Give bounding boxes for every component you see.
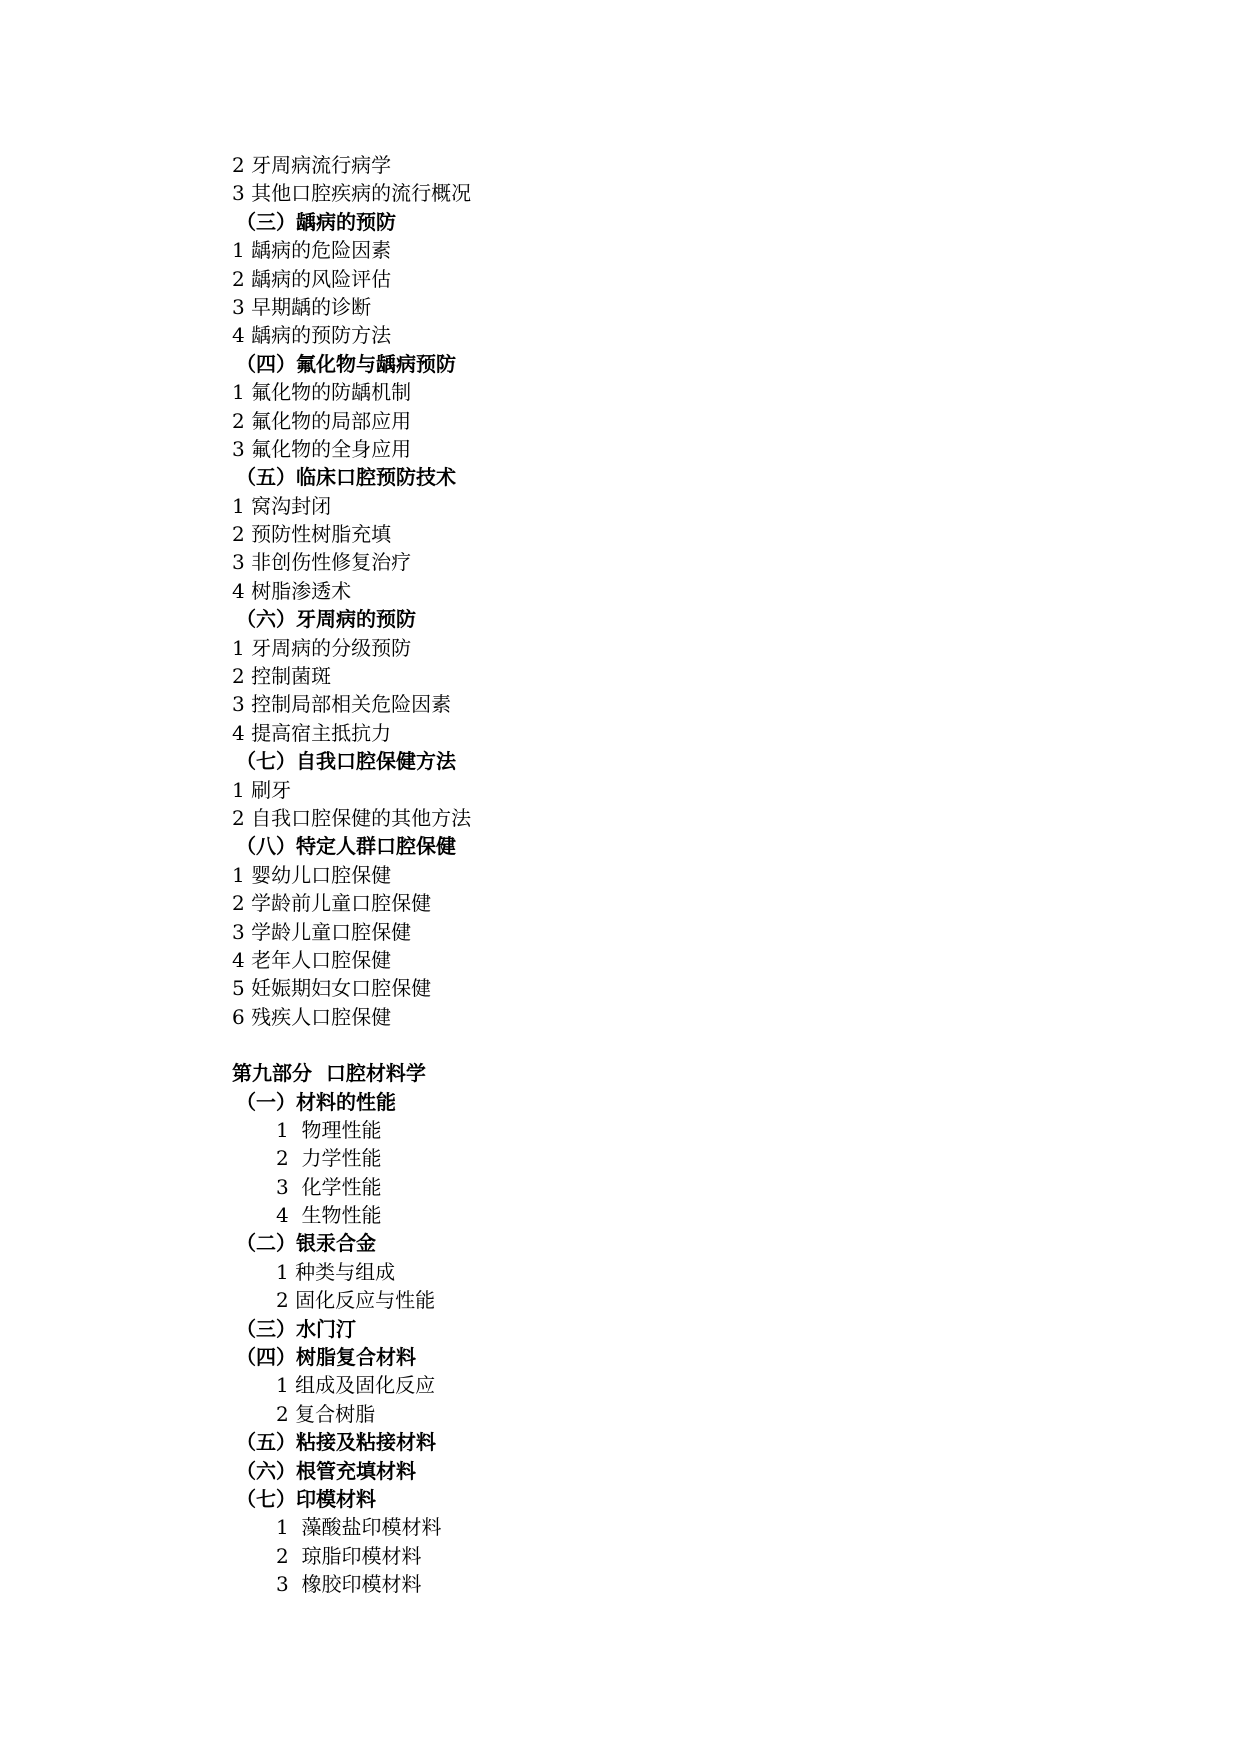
list-item: 4 老年人口腔保健 (232, 947, 392, 972)
sub-item: 2 力学性能 (276, 1146, 382, 1171)
section-heading: （七）印模材料 (236, 1486, 376, 1511)
sub-item: 3 橡胶印模材料 (276, 1572, 422, 1597)
section-heading: （六）根管充填材料 (236, 1458, 416, 1483)
sub-item: 1 藻酸盐印模材料 (276, 1515, 442, 1540)
syllabus-content (232, 151, 1032, 1599)
section-heading: （八）特定人群口腔保健 (236, 834, 456, 859)
list-item: 1 窝沟封闭 (232, 493, 332, 518)
list-item: 1 刷牙 (232, 777, 292, 802)
list-item: 1 牙周病的分级预防 (232, 635, 412, 660)
list-item: 3 其他口腔疾病的流行概况 (232, 181, 472, 206)
list-item: 2 牙周病流行病学 (232, 153, 392, 177)
list-item: 2 自我口腔保健的其他方法 (232, 805, 472, 830)
section-heading: （七）自我口腔保健方法 (236, 749, 456, 774)
list-item: 4 龋病的预防方法 (232, 323, 392, 348)
section-heading: （一）材料的性能 (236, 1089, 396, 1114)
list-item: 3 早期龋的诊断 (232, 294, 372, 319)
list-item: 3 控制局部相关危险因素 (232, 692, 452, 717)
sub-item: 2 复合树脂 (276, 1401, 376, 1426)
list-item: 2 氟化物的局部应用 (232, 408, 412, 433)
section-heading: （四）氟化物与龋病预防 (236, 351, 456, 376)
list-item: 5 妊娠期妇女口腔保健 (232, 976, 432, 1001)
list-item: 4 树脂渗透术 (232, 578, 352, 603)
part-nine-list (232, 1088, 1032, 1599)
section-heading: （三）龋病的预防 (236, 209, 396, 234)
sub-item: 2 琼脂印模材料 (276, 1543, 422, 1568)
list-item: 3 非创伤性修复治疗 (232, 550, 412, 575)
list-item: 3 学龄儿童口腔保健 (232, 919, 412, 944)
section-a-list (232, 151, 1032, 1031)
section-heading: （二）银汞合金 (236, 1231, 376, 1256)
section-heading: （四）树脂复合材料 (236, 1345, 416, 1370)
list-item: 6 残疾人口腔保健 (232, 1004, 392, 1029)
section-heading: （五）粘接及粘接材料 (236, 1430, 436, 1455)
list-item: 3 氟化物的全身应用 (232, 436, 412, 461)
list-item: 2 学龄前儿童口腔保健 (232, 891, 432, 916)
list-item: 2 控制菌斑 (232, 664, 332, 689)
section-heading: （六）牙周病的预防 (236, 607, 416, 632)
list-item: 1 氟化物的防龋机制 (232, 380, 412, 405)
list-item: 1 龋病的危险因素 (232, 238, 392, 263)
list-item: 2 预防性树脂充填 (232, 522, 392, 547)
list-item: 2 龋病的风险评估 (232, 266, 392, 291)
list-item: 1 婴幼儿口腔保健 (232, 862, 392, 887)
section-heading: （五）临床口腔预防技术 (236, 465, 456, 490)
sub-item: 2 固化反应与性能 (276, 1288, 436, 1313)
list-item: 4 提高宿主抵抗力 (232, 720, 392, 745)
sub-item: 1 种类与组成 (276, 1259, 396, 1284)
part-nine-title: 第九部分 口腔材料学 (232, 1061, 426, 1086)
sub-item: 1 物理性能 (276, 1117, 382, 1142)
section-heading: （三）水门汀 (236, 1316, 356, 1341)
sub-item: 4 生物性能 (276, 1203, 382, 1228)
sub-item: 1 组成及固化反应 (276, 1373, 436, 1398)
sub-item: 3 化学性能 (276, 1174, 382, 1199)
